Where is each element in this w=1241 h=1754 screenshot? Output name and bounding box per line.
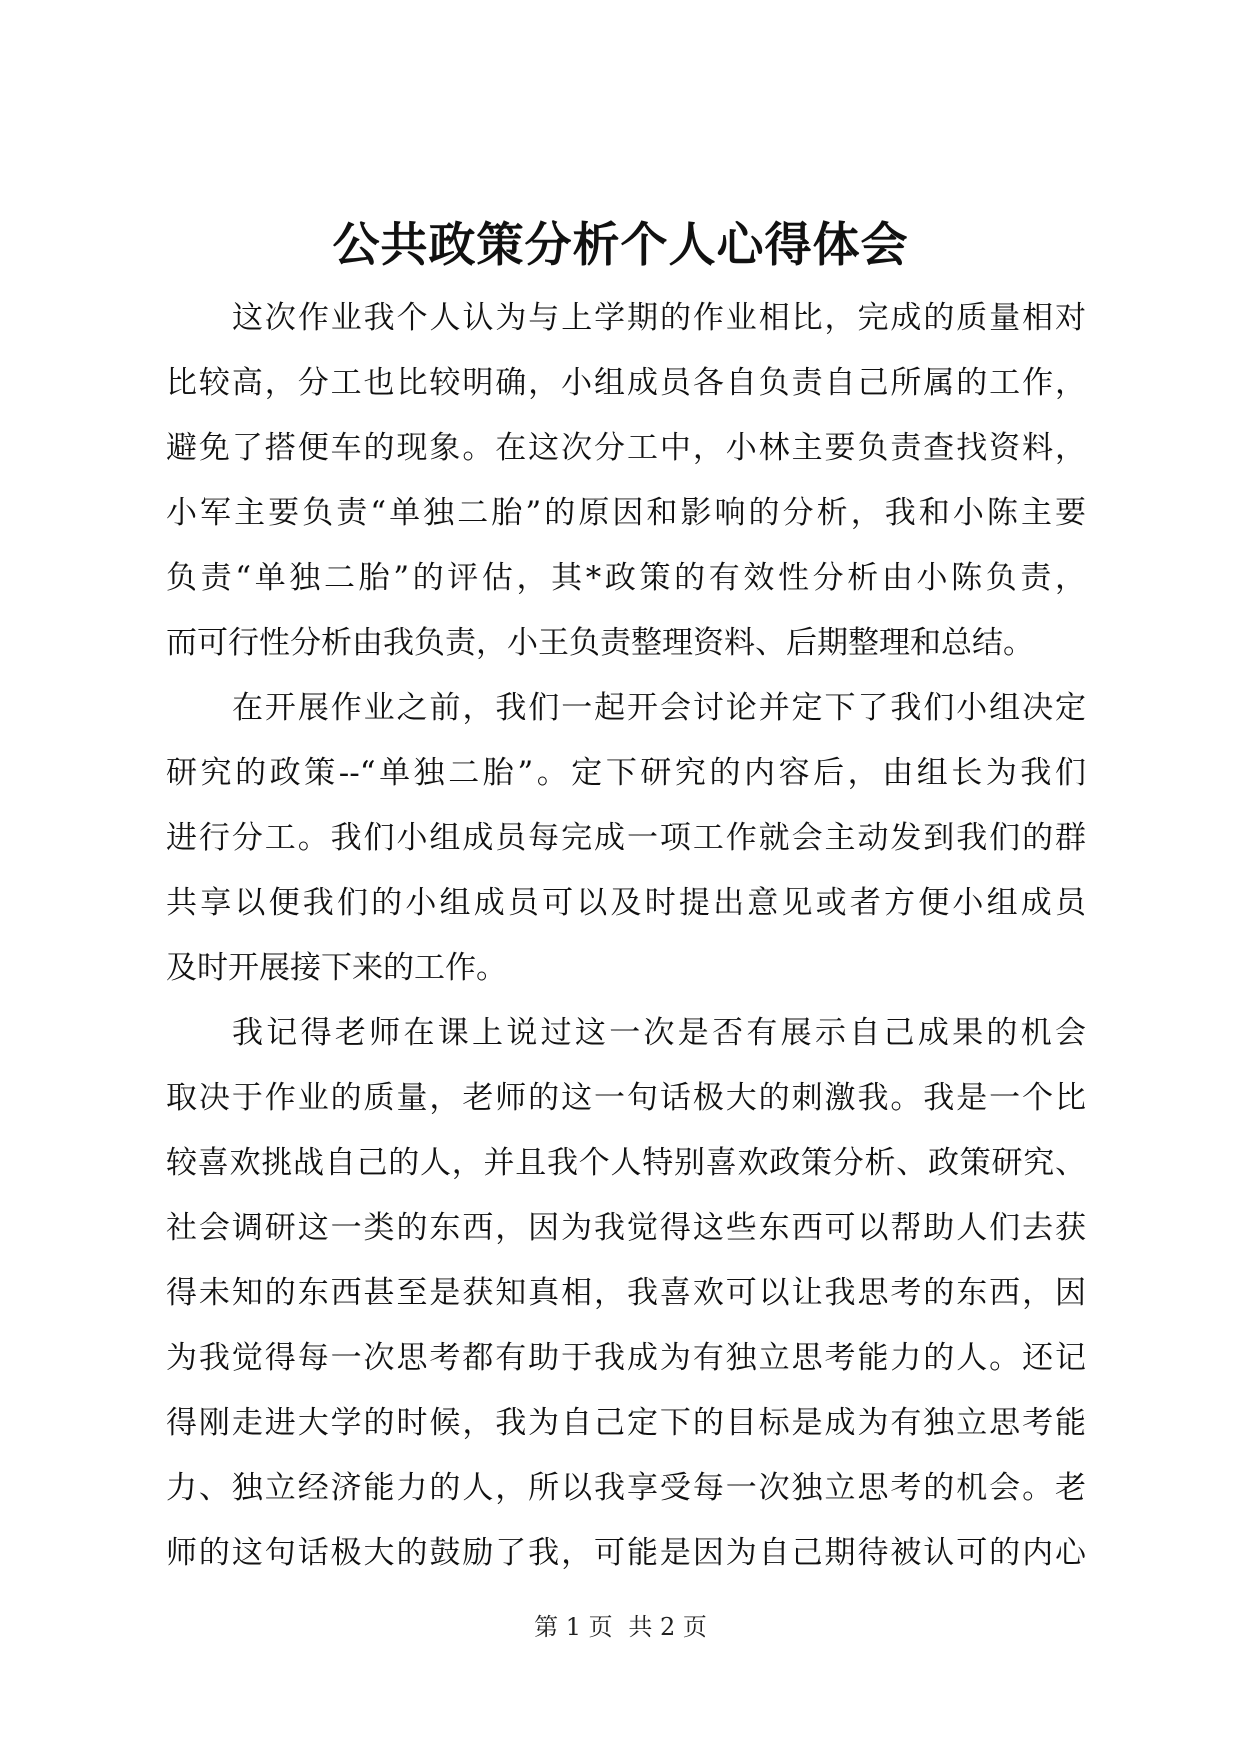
paragraph-3-line-2: 取决于作业的质量，老师的这一句话极大的刺激我。我是一个比 <box>166 1080 1086 1116</box>
page-footer <box>0 1612 1241 1642</box>
paragraph-1-line-5: 负责“单独二胎”的评估，其*政策的有效性分析由小陈负责， <box>166 560 1086 596</box>
paragraph-3-line-7: 得刚走进大学的时候，我为自己定下的目标是成为有独立思考能 <box>166 1405 1086 1441</box>
paragraph-3-line-9: 师的这句话极大的鼓励了我，可能是因为自己期待被认可的内心 <box>166 1535 1086 1571</box>
paragraph-1-line-3: 避免了搭便车的现象。在这次分工中，小林主要负责查找资料， <box>166 430 1086 466</box>
paragraph-2-line-2: 研究的政策--“单独二胎”。定下研究的内容后，由组长为我们 <box>166 755 1086 791</box>
paragraph-1-line-1: 这次作业我个人认为与上学期的作业相比，完成的质量相对 <box>232 300 1086 336</box>
paragraph-2-line-5: 及时开展接下来的工作。 <box>166 950 507 986</box>
paragraph-1-line-6: 而可行性分析由我负责，小王负责整理资料、后期整理和总结。 <box>166 625 1034 661</box>
paragraph-1-line-4: 小军主要负责“单独二胎”的原因和影响的分析，我和小陈主要 <box>166 495 1086 531</box>
paragraph-2-line-4: 共享以便我们的小组成员可以及时提出意见或者方便小组成员 <box>166 885 1086 921</box>
paragraph-3-line-5: 得未知的东西甚至是获知真相，我喜欢可以让我思考的东西，因 <box>166 1275 1086 1311</box>
paragraph-3-line-3: 较喜欢挑战自己的人，并且我个人特别喜欢政策分析、政策研究、 <box>166 1145 1086 1181</box>
paragraph-2-line-3: 进行分工。我们小组成员每完成一项工作就会主动发到我们的群 <box>166 820 1086 856</box>
paragraph-3-line-6: 为我觉得每一次思考都有助于我成为有独立思考能力的人。还记 <box>166 1340 1086 1376</box>
paragraph-2-line-1: 在开展作业之前，我们一起开会讨论并定下了我们小组决定 <box>232 690 1086 726</box>
page-total: 共 2 页 <box>628 1613 707 1641</box>
paragraph-3-line-8: 力、独立经济能力的人，所以我享受每一次独立思考的机会。老 <box>166 1470 1086 1506</box>
paragraph-3-line-1: 我记得老师在课上说过这一次是否有展示自己成果的机会 <box>232 1015 1086 1051</box>
document-body <box>166 286 1086 1586</box>
document-title: 公共政策分析个人心得体会 <box>332 218 909 273</box>
page-number: 第 1 页 <box>534 1613 613 1641</box>
paragraph-1-line-2: 比较高，分工也比较明确，小组成员各自负责自己所属的工作， <box>166 365 1086 401</box>
paragraph-3-line-4: 社会调研这一类的东西，因为我觉得这些东西可以帮助人们去获 <box>166 1210 1086 1246</box>
